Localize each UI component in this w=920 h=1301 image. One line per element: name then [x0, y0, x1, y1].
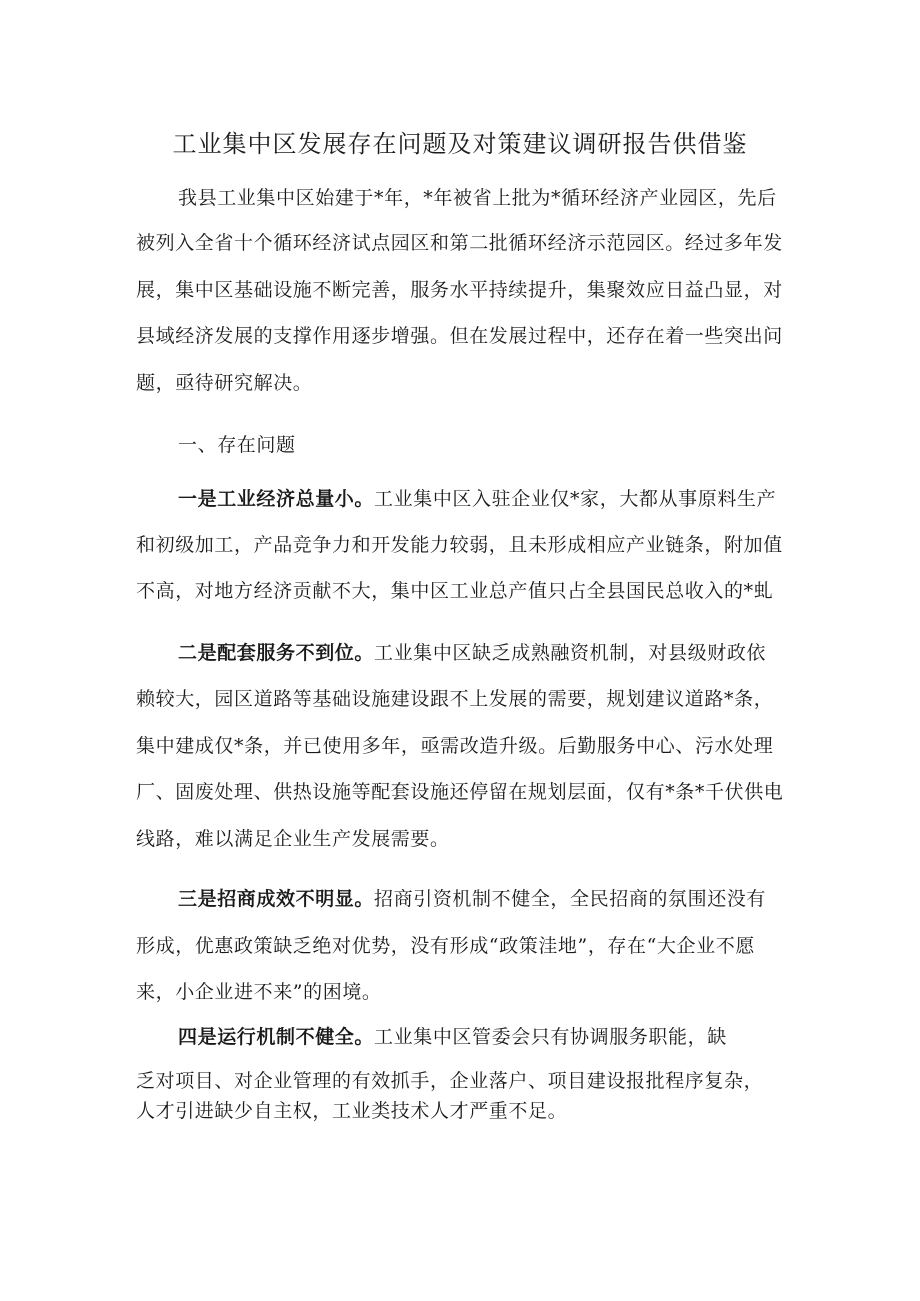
p1-line-2: 和初级加工，产品竞争力和开发能力较弱，且未形成相应产业链条，附加值: [136, 534, 783, 556]
p1-lead: 一是工业经济总量小。: [178, 488, 375, 510]
intro-line-3: 展，集中区基础设施不断完善，服务水平持续提升，集聚效应日益凸显，对: [136, 279, 783, 301]
p4-lead: 四是运行机制不健全。: [178, 1026, 375, 1048]
p2-line-4: 厂、固废处理、供热设施等配套设施还停留在规划层面，仅有*条*千伏供电: [136, 781, 784, 803]
document-title: 工业集中区发展存在问题及对策建议调研报告供借鉴: [172, 130, 748, 158]
intro-line-4: 县域经济发展的支撑作用逐步增强。但在发展过程中，还存在着一些突出问: [136, 325, 783, 347]
p1-line-1-text: 工业集中区入驻企业仅*家，大都从事原料生产: [374, 488, 777, 510]
p2-line-2: 赖较大，园区道路等基础设施建设跟不上发展的需要，规划建议道路*条，: [136, 688, 774, 710]
p4-line-1-text: 工业集中区管委会只有协调服务职能，缺: [374, 1026, 727, 1048]
p3-line-1-text: 招商引资机制不健全，全民招商的氛围还没有: [374, 888, 767, 910]
p2-line-1-text: 工业集中区缺乏成熟融资机制，对县级财政依: [374, 642, 767, 664]
p3-line-3: 来，小企业进不来”的困境。: [136, 981, 382, 1003]
intro-line-1: 我县工业集中区始建于*年，*年被省上批为*循环经济产业园区，先后: [178, 187, 777, 209]
p4-line-2: 乏对项目、对企业管理的有效抓手，企业落户、项目建设报批程序复杂，: [136, 1070, 764, 1092]
p3-line-2: 形成，优惠政策缺乏绝对优势，没有形成“政策洼地”，存在“大企业不愿: [136, 935, 755, 957]
p4-line-1: [178, 1022, 727, 1052]
p4-line-3: 人才引进缺少自主权，工业类技术人才严重不足。: [136, 1100, 568, 1122]
p1-line-3: 不高，对地方经济贡献不大，集中区工业总产值只占全县国民总收入的*虬: [136, 580, 774, 602]
p2-lead: 二是配套服务不到位。: [178, 642, 375, 664]
p3-line-1: [178, 884, 766, 914]
p2-line-1: [178, 638, 766, 668]
p2-line-5: 线路，难以满足企业生产发展需要。: [136, 828, 450, 850]
p3-lead: 三是招商成效不明显。: [178, 888, 375, 910]
section-heading: 一、存在问题: [178, 434, 296, 456]
intro-line-2: 被列入全省十个循环经济试点园区和第二批循环经济示范园区。经过多年发: [136, 232, 783, 254]
intro-line-5: 题，亟待研究解决。: [136, 372, 313, 394]
p2-line-3: 集中建成仅*条，并已使用多年，亟需改造升级。后勤服务中心、污水处理: [136, 735, 774, 757]
p1-line-1: [178, 484, 776, 514]
